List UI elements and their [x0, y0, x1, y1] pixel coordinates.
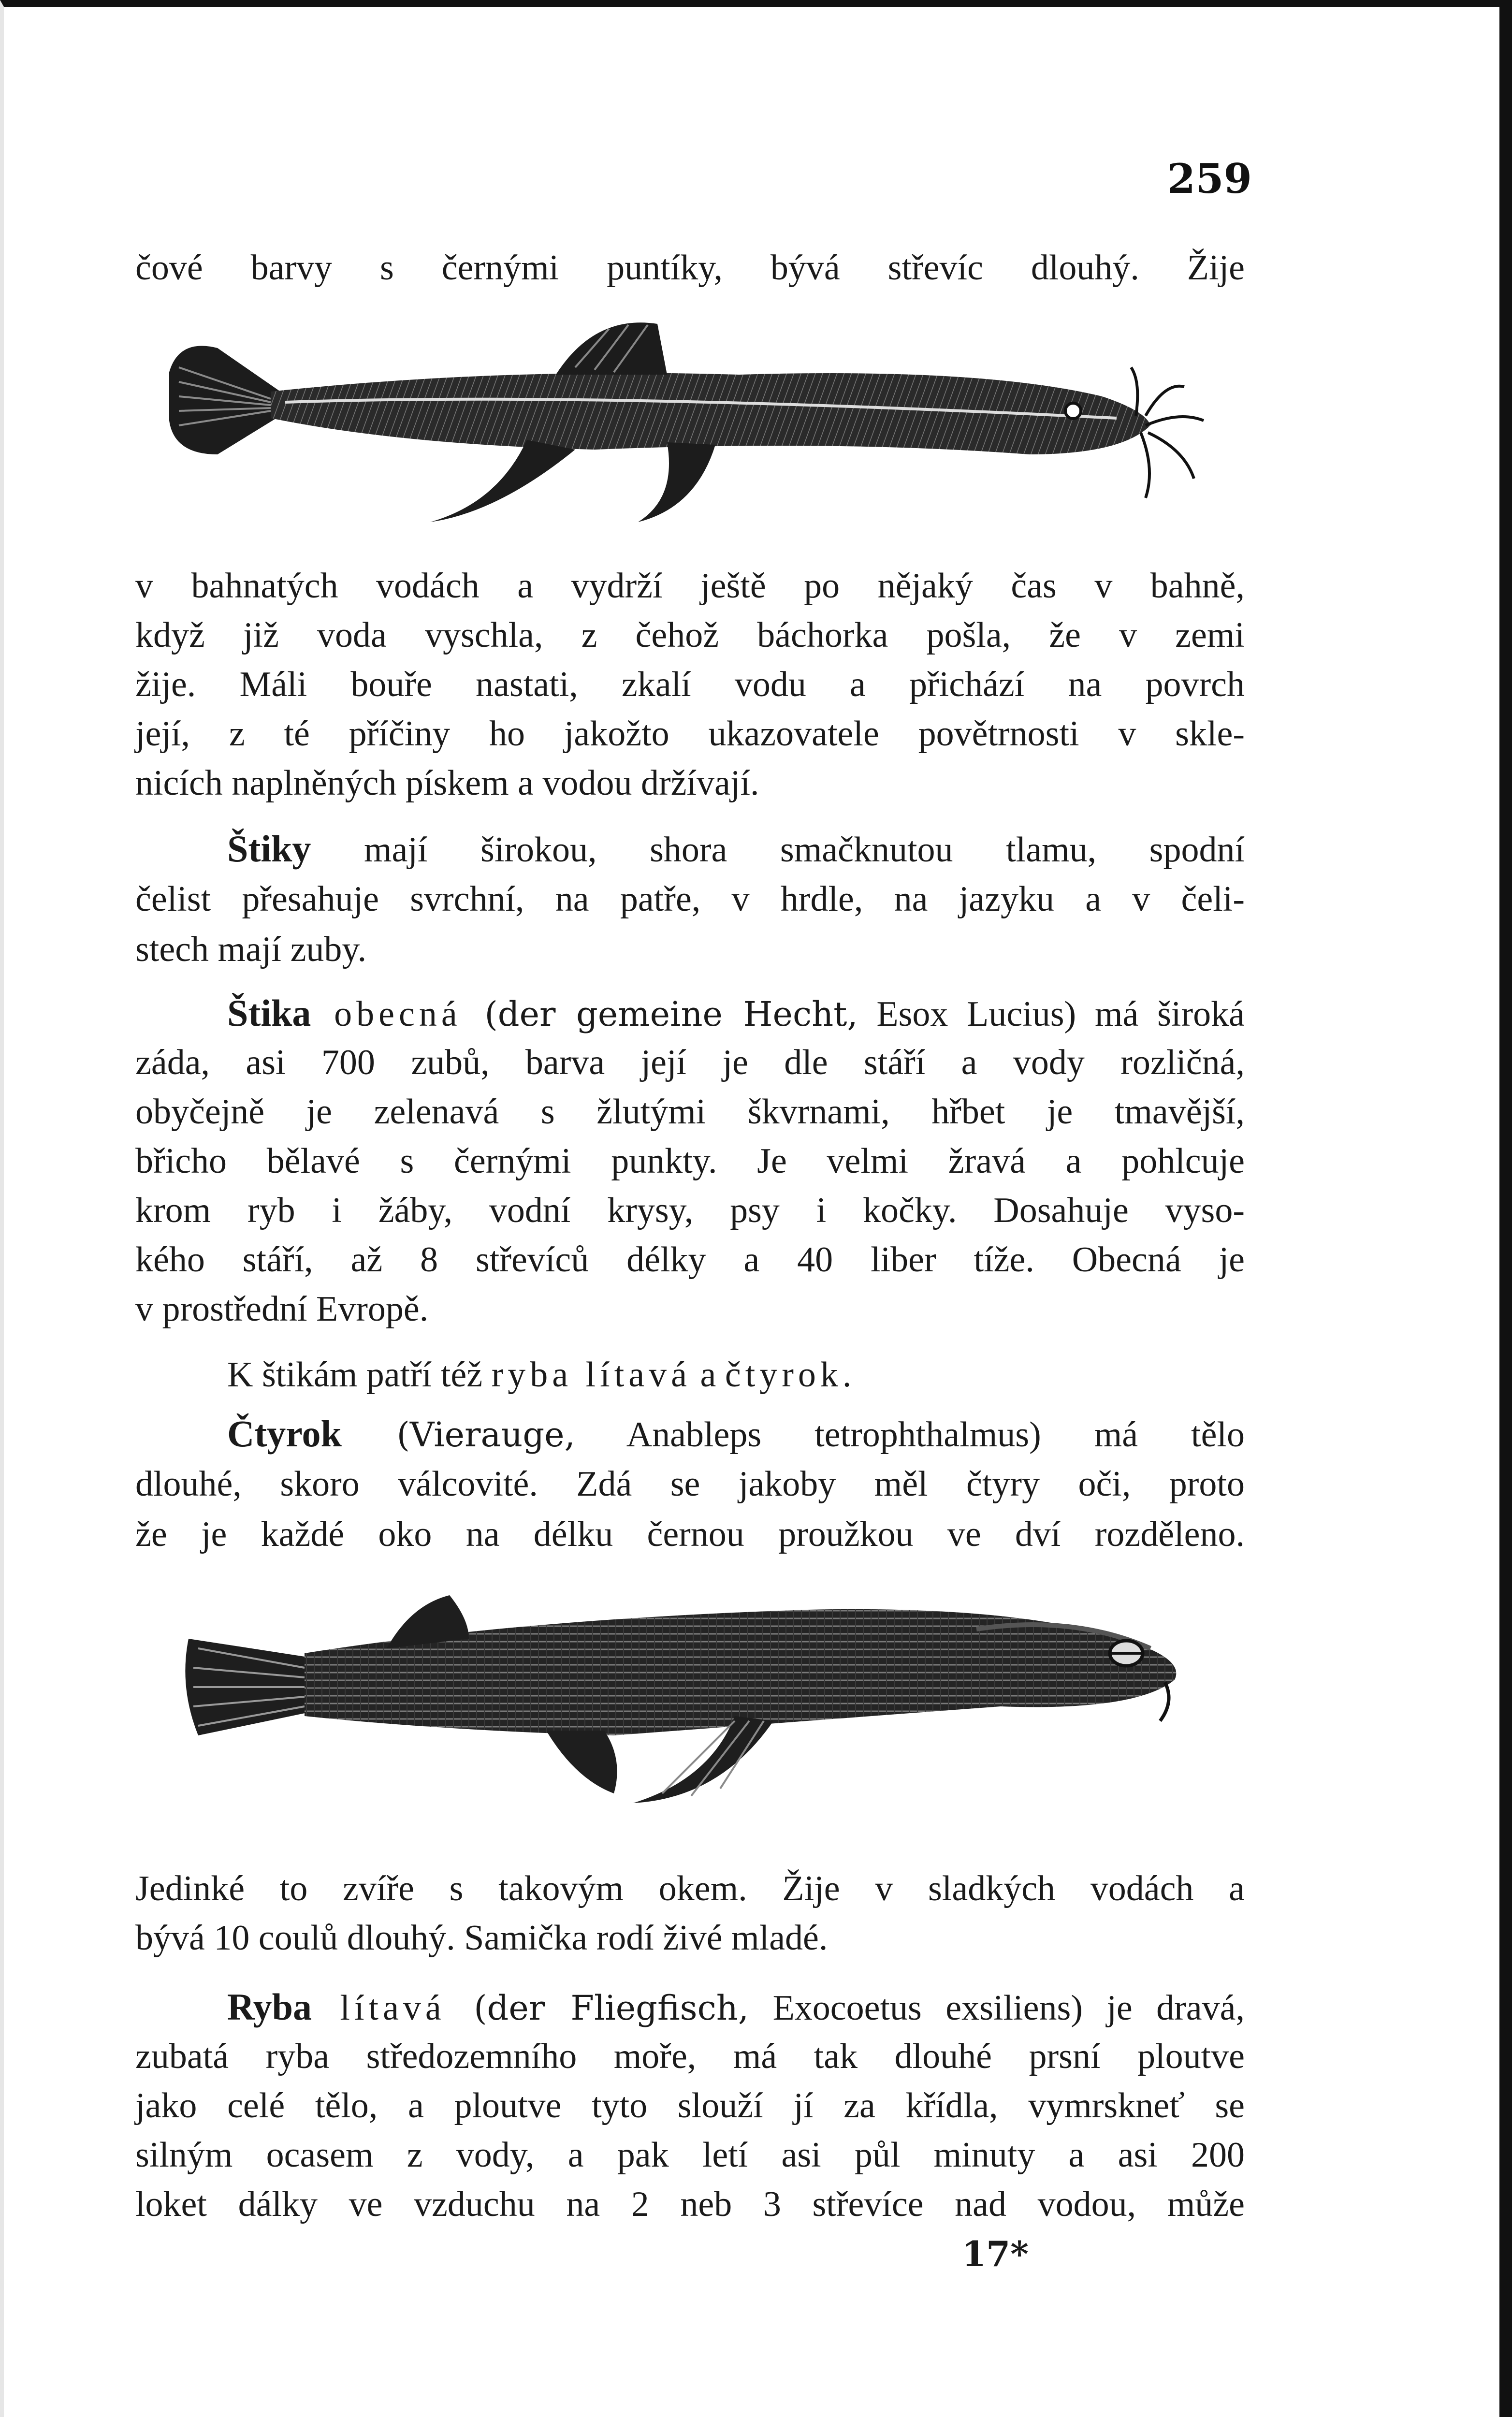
loach-fish-illustration [160, 295, 1223, 546]
text-line: Štika obecná (der gemeine Hecht, Esox Lucius) má široká [227, 992, 1245, 1034]
text-line: v prostřední Evropě. [135, 1289, 429, 1329]
text-line: Čtyrok (Vierauge, Anableps tetrophthalmus) má tělo [227, 1412, 1245, 1455]
text-line: dlouhé, skoro válcovité. Zdá se jakoby měl čtyry oči, proto [135, 1464, 1245, 1504]
text-line: záda, asi 700 zubů, barva její je dle stáří a vody rozličná, [135, 1043, 1245, 1082]
text-line: břicho bělavé s černými punkty. Je velmi žravá a pohlcuje [135, 1141, 1245, 1181]
headword: Ryba [227, 1986, 312, 2028]
text-line: loket dálky ve vzduchu na 2 neb 3 střevíce nad vodou, může [135, 2184, 1245, 2224]
page-number: 259 [1167, 155, 1252, 203]
text-line: K štikám patří též ryba lítavá a čtyrok. [227, 1355, 856, 1395]
text-line: nicích naplněných pískem a vodou držívají. [135, 763, 759, 803]
text-line: v bahnatých vodách a vydrží ještě po nějaký čas v bahně, [135, 566, 1245, 606]
text-line: jako celé tělo, a ploutve tyto slouží jí za křídla, vymrskneť se [135, 2086, 1245, 2126]
text-line: její, z té příčiny ho jakožto ukazovatele povětrnosti v skle- [135, 714, 1245, 754]
headword: Štika [227, 992, 311, 1034]
text-line: žije. Máli bouře nastati, zkalí vodu a přichází na povrch [135, 665, 1245, 704]
text-line: stech mají zuby. [135, 930, 367, 969]
text-line: Ryba lítavá (der Fliegfisch, Exocoetus exsiliens) je dravá, [227, 1986, 1245, 2028]
text-line: že je každé oko na délku černou proužkou ve dví rozděleno. [135, 1514, 1245, 1554]
text-line: čelist přesahuje svrchní, na patře, v hrdle, na jazyku a v čeli- [135, 879, 1245, 919]
text-line: zubatá ryba středozemního moře, má tak dlouhé prsní ploutve [135, 2037, 1245, 2076]
text-line: obyčejně je zelenavá s žlutými škvrnami, hřbet je tmavější, [135, 1092, 1245, 1132]
signature-mark: 17* [962, 2233, 1029, 2274]
text-line: když již voda vyschla, z čehož báchorka pošla, že v zemi [135, 615, 1245, 655]
text-line: čové barvy s černými puntíky, bývá střevíc dlouhý. Žije [135, 248, 1245, 288]
text-line: bývá 10 coulů dlouhý. Samička rodí živé mladé. [135, 1918, 828, 1958]
text-line: kého stáří, až 8 střevíců délky a 40 liber tíže. Obecná je [135, 1240, 1245, 1280]
text-line: Jedinké to zvíře s takovým okem. Žije v sladkých vodách a [135, 1869, 1245, 1908]
headword: Čtyrok [227, 1412, 342, 1455]
text-line: silným ocasem z vody, a pak letí asi půl minuty a asi 200 [135, 2135, 1245, 2175]
text-line: Štiky mají širokou, shora smačknutou tlamu, spodní [227, 828, 1245, 870]
four-eyed-fish-illustration [179, 1576, 1213, 1847]
text-line: krom ryb i žáby, vodní krysy, psy i kočky. Dosahuje vyso- [135, 1191, 1245, 1230]
headword: Štiky [227, 828, 311, 870]
